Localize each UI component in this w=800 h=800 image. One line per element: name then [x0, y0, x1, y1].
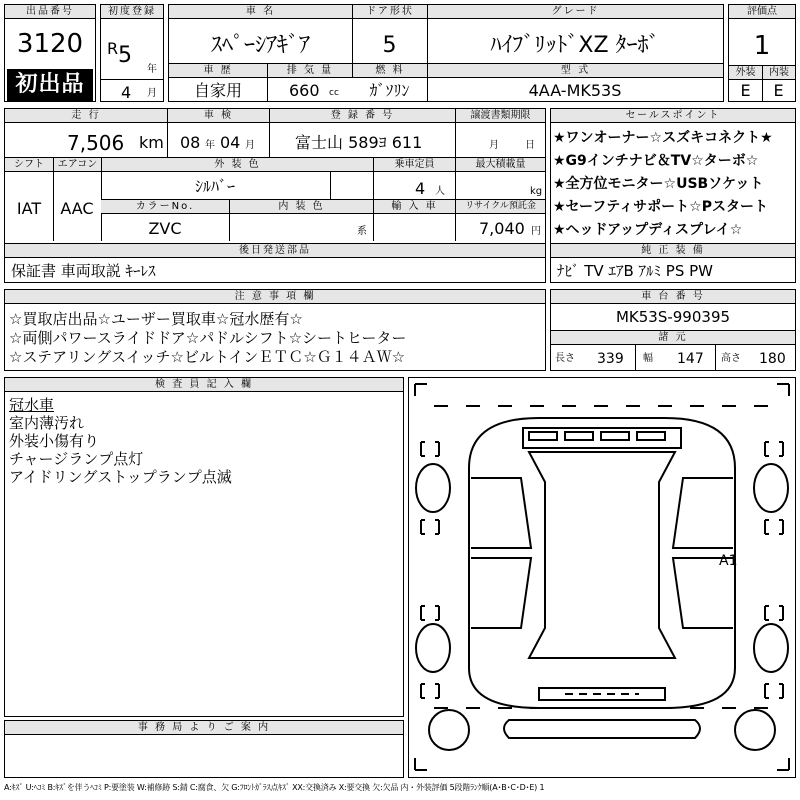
inspection-month: 04 [220, 133, 241, 152]
year-unit: 年 [147, 64, 157, 75]
fuel: ｶﾞｿﾘﾝ [369, 81, 410, 100]
inspector-note: チャージランプ点灯 [9, 450, 144, 468]
ac-type: AAC [60, 199, 94, 218]
later-parts-box [4, 243, 546, 283]
exterior-label: 外装 [729, 66, 762, 80]
mileage-label: 走 行 [5, 109, 167, 123]
inspection-year: 08 [180, 133, 201, 152]
score-box [728, 4, 796, 102]
transfer-day-unit: 日 [525, 140, 535, 151]
inspection-month-unit: 月 [245, 140, 255, 151]
height-label: 高さ [721, 353, 741, 364]
frame-number: MK53S-990395 [615, 308, 731, 326]
note-line: ☆買取店出品☆ユーザー買取車☆冠水歴有☆ [9, 310, 303, 328]
model-label: 型 式 [427, 64, 723, 78]
genuine-equipment-label: 純 正 装 備 [551, 244, 795, 258]
recycle-fee: 7,040 [479, 219, 525, 238]
color-number-label: カラーNo. [101, 200, 229, 214]
registration-month: 4 [121, 83, 132, 102]
note-line: ☆ステアリングスイッチ☆ビルトインＥＴＣ☆Ｇ１４ＡＷ☆ [9, 348, 406, 366]
note-line: ☆両側パワースライドドア☆パドルシフト☆シートヒーター [9, 329, 407, 347]
width: 147 [677, 351, 704, 367]
exterior-color: ｼﾙﾊﾞｰ [195, 177, 236, 196]
score-label: 評価点 [729, 5, 795, 19]
first-registration-label: 初度登録 [101, 5, 163, 19]
overall-score: 1 [753, 31, 771, 61]
registration-number-label: 登 録 番 号 [269, 109, 455, 123]
office-label: 事 務 局 よ り ご 案 内 [5, 721, 403, 735]
genuine-equipment-box [550, 243, 796, 283]
sales-points-label: セールスポイント [551, 109, 795, 123]
sales-point: ★ワンオーナー☆スズキコネクト★ [553, 130, 773, 146]
legend-footer: A:ｷｽﾞ U:ﾍｺﾐ B:ｷｽﾞを伴うﾍｺﾐ P:要塗装 W:補修跡 S:錆 C:腐食、欠 G:ﾌﾛﾝﾄｶﾞﾗｽ点ｷｽﾞ XX:交換済み X:要交換 欠:欠品 内・外装評価 5段階ﾗﾝｸ順(A･B･C･D･E) 1 [4, 783, 545, 792]
registration-year: 5 [118, 43, 132, 68]
era-label: R [107, 39, 119, 58]
mileage: 7,506 [67, 131, 125, 155]
sales-point: ★ヘッドアップディスプレイ☆ [553, 222, 743, 238]
recycle-label: リサイクル預託金 [455, 200, 545, 214]
interior-label: 内装 [762, 66, 795, 80]
sales-points-box [550, 108, 796, 244]
inspector-box [4, 377, 404, 717]
interior-color-suffix: 系 [357, 226, 367, 237]
registration-number: 富士山 589ﾖ 611 [295, 133, 423, 152]
inspector-note: アイドリングストップランプ点滅 [9, 468, 232, 486]
length: 339 [597, 351, 624, 367]
inspector-label: 検 査 員 記 入 欄 [5, 378, 403, 392]
later-parts-label: 後日発送部品 [5, 244, 545, 258]
inspection-year-unit: 年 [205, 140, 215, 151]
car-damage-diagram [409, 378, 795, 777]
transfer-month-unit: 月 [489, 140, 499, 151]
max-load-label: 最大積載量 [455, 158, 545, 172]
shift-type: IAT [16, 199, 42, 218]
capacity-label: 乗車定員 [373, 158, 455, 172]
car-name: ｽﾍﾟｰｼｱｷﾞｱ [210, 33, 310, 58]
persons-unit: 人 [435, 186, 445, 197]
first-registration-box [100, 4, 164, 102]
genuine-equipment: ﾅﾋﾞ TV ｴｱB ｱﾙﾐ PS PW [557, 262, 713, 280]
transfer-deadline-label: 譲渡書類期限 [455, 109, 545, 123]
interior-score: E [773, 81, 784, 100]
grade: ﾊｲﾌﾞﾘｯﾄﾞXZ ﾀｰﾎﾞ [490, 33, 660, 58]
sales-point: ★全方位モニター☆USBソケット [553, 176, 764, 192]
fuel-label: 燃 料 [352, 64, 427, 78]
vehicle-info-box [168, 4, 724, 102]
history-label: 車 歴 [169, 64, 267, 78]
car-diagram-box [408, 377, 796, 778]
cc-unit: cc [329, 88, 339, 98]
damage-mark: A1 [719, 553, 738, 569]
model-code: 4AA-MK53S [528, 81, 622, 100]
door-label: ドア形状 [352, 5, 427, 19]
grade-label: グレード [427, 5, 723, 19]
inspector-note: 室内薄汚れ [9, 414, 85, 432]
sales-point: ★セーフティサポート☆Pスタート [553, 199, 768, 215]
exterior-color-label: 外 装 色 [101, 158, 373, 172]
sales-point: ★G9インチナビ＆TV☆ターボ☆ [553, 153, 759, 169]
month-unit: 月 [147, 88, 157, 99]
door-count: 5 [382, 33, 397, 58]
capacity: 4 [415, 179, 426, 198]
length-label: 長さ [555, 353, 575, 364]
car-name-label: 車 名 [169, 5, 352, 19]
lot-number-label: 出品番号 [5, 5, 95, 19]
yen-unit: 円 [531, 226, 541, 237]
notes-label: 注 意 事 項 欄 [5, 290, 545, 304]
exterior-score: E [740, 81, 751, 100]
import-label: 輸 入 車 [373, 200, 455, 214]
inspector-note: 冠水車 [9, 396, 55, 414]
dimensions-label: 諸 元 [551, 331, 795, 345]
shift-label: シフト [5, 158, 53, 172]
interior-color-label: 内 装 色 [229, 200, 373, 214]
displacement: 660 [289, 81, 320, 100]
inspection-label: 車 検 [167, 109, 269, 123]
later-parts: 保証書 車両取説 ｷｰﾚｽ [11, 262, 156, 280]
first-listing-tag: 初出品 [7, 69, 93, 101]
details-box [4, 108, 546, 244]
office-box [4, 720, 404, 778]
height: 180 [759, 351, 786, 367]
frame-number-label: 車 台 番 号 [551, 290, 795, 304]
width-label: 幅 [643, 353, 653, 364]
notes-box [4, 289, 546, 371]
color-number: ZVC [148, 219, 182, 238]
lot-number-box [4, 4, 96, 102]
lot-number: 3120 [16, 29, 84, 59]
displacement-label: 排 気 量 [267, 64, 352, 78]
ac-label: エアコン [53, 158, 101, 172]
kg-unit: kg [530, 186, 543, 197]
inspector-note: 外装小傷有り [9, 432, 100, 450]
history: 自家用 [193, 81, 242, 100]
sales-points-list [553, 127, 773, 242]
mileage-unit: km [139, 133, 164, 152]
frame-box [550, 289, 796, 371]
